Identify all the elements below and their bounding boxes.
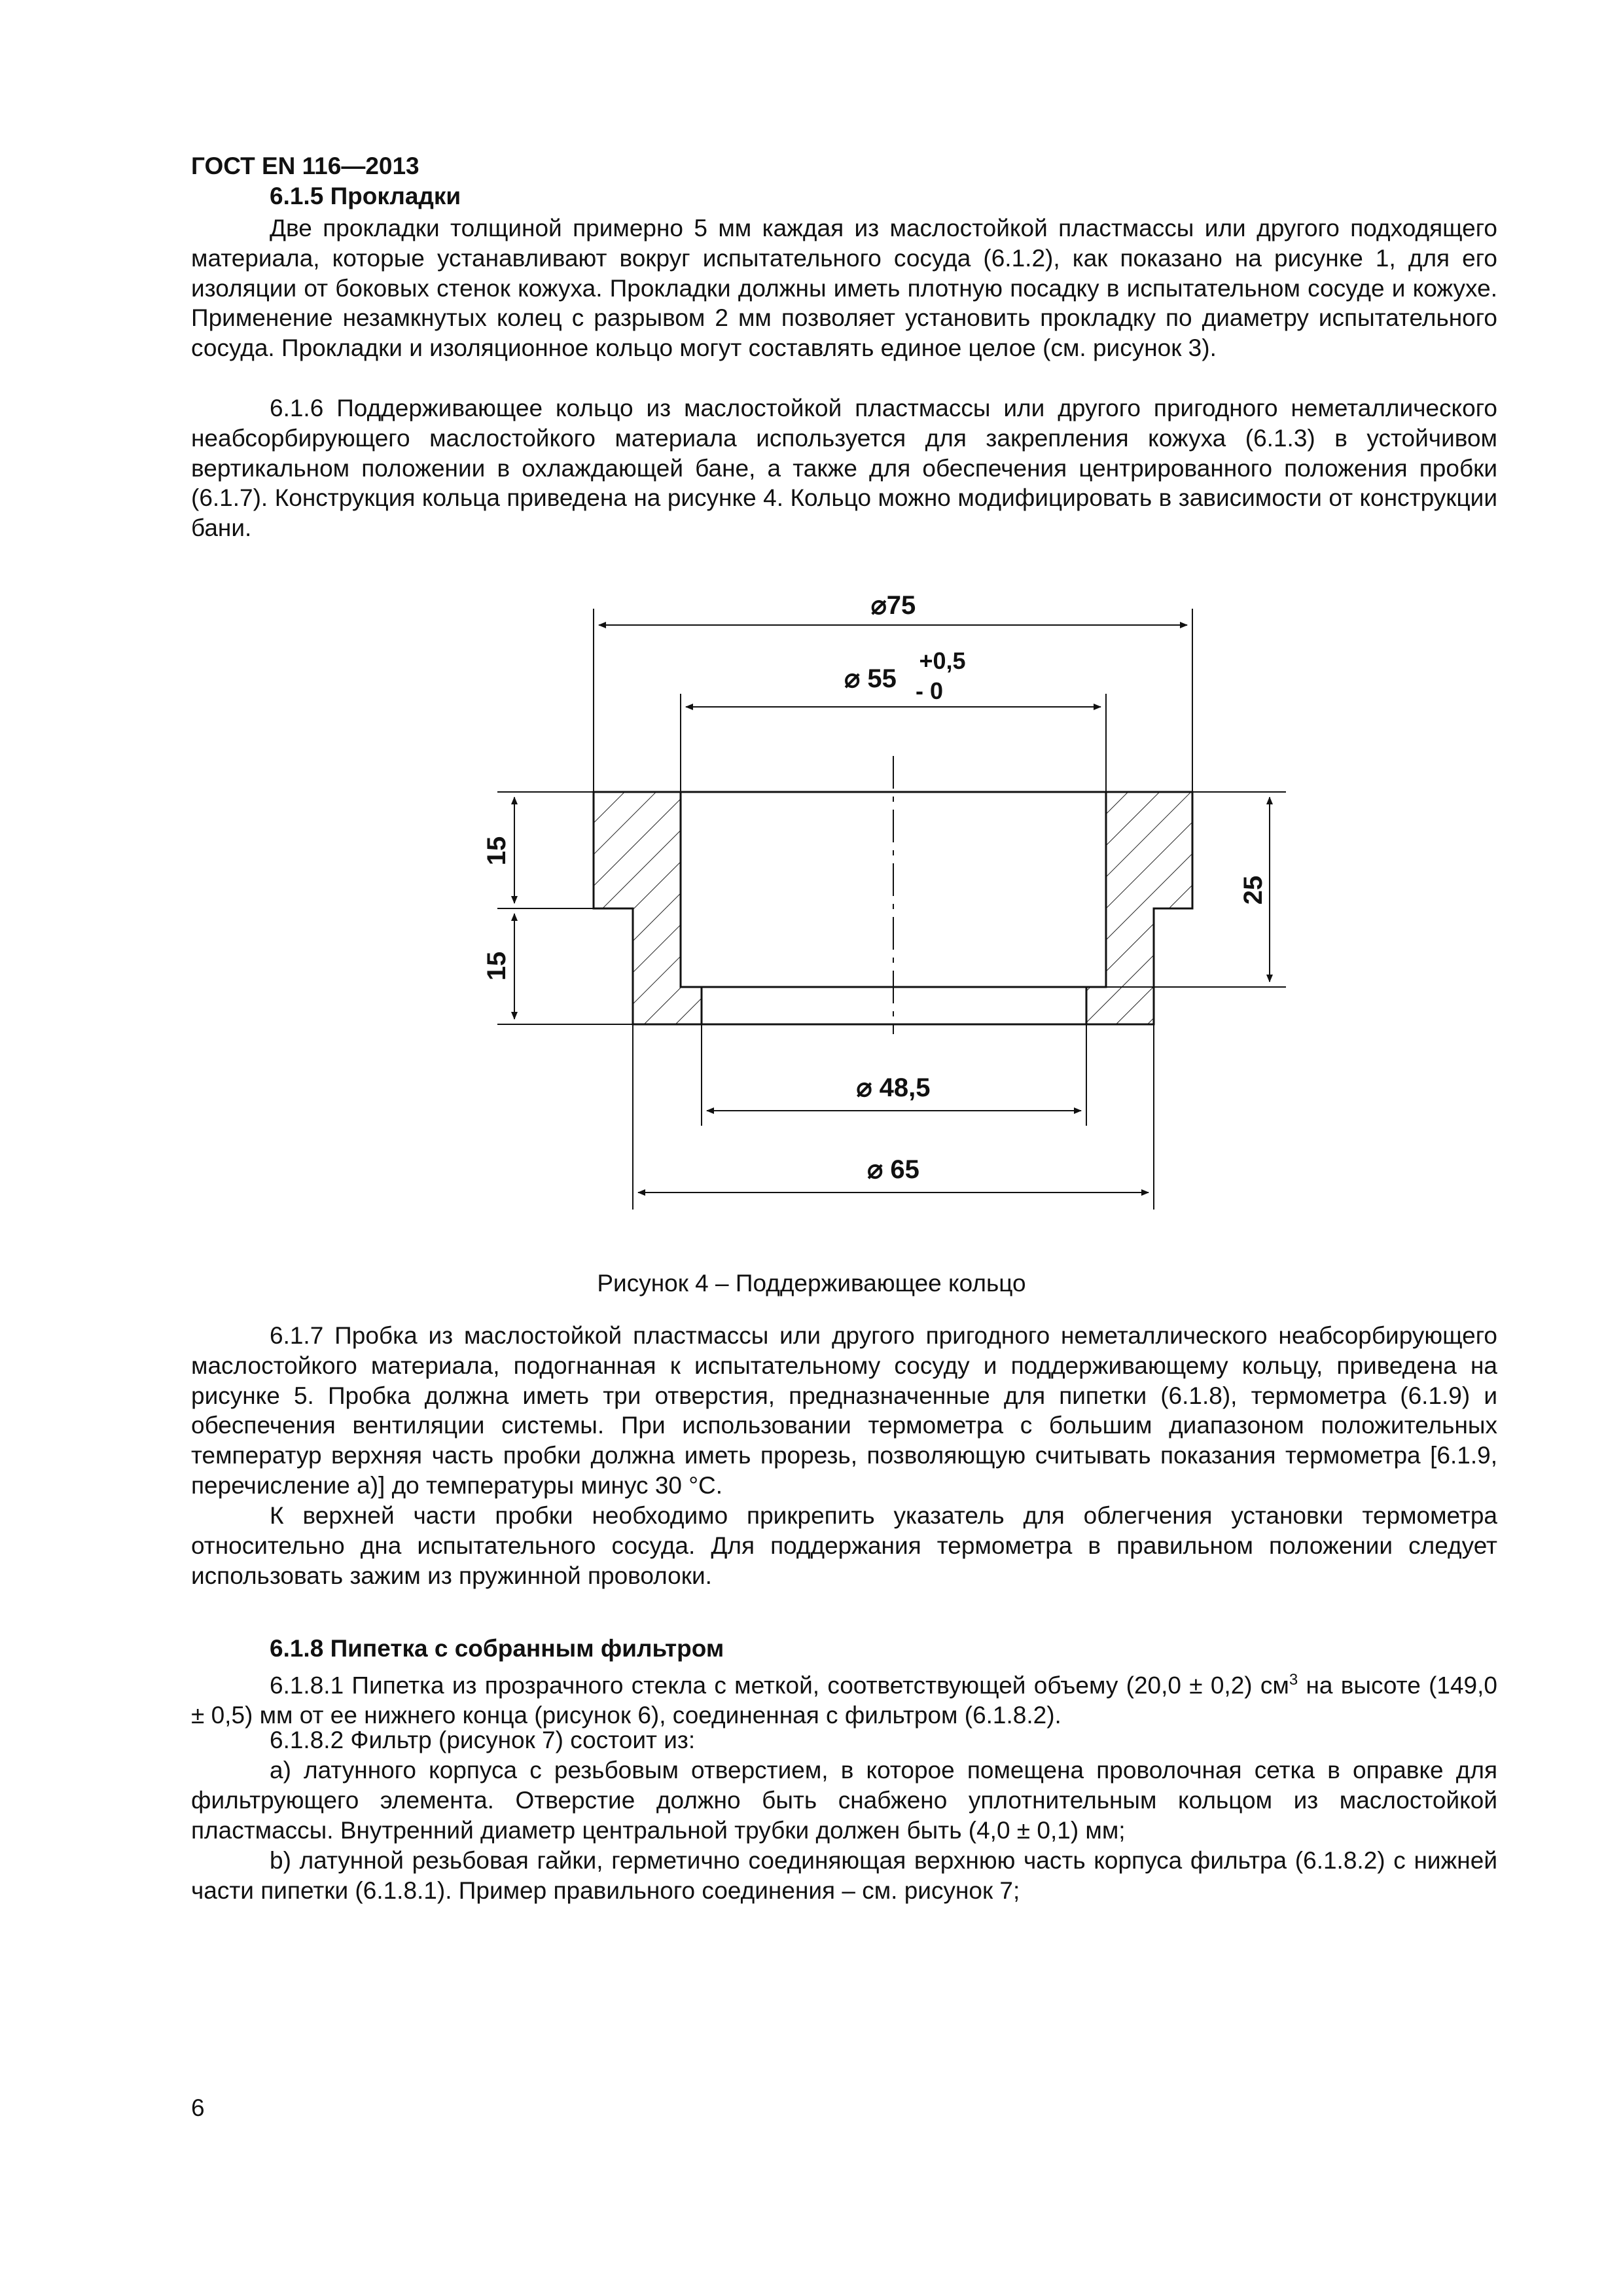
list-item-a: a) латунного корпуса с резьбовым отверстием, в которое помещена проволочная сетка в оправке для фильтрующего элемента. Отверстие должно быть снабжено уплотнительным кольцом из маслостойкой пластмассы. Внутренний диаметр центральной трубки должен быть (4,0 ± 0,1) мм; bbox=[191, 1757, 1497, 1844]
ring-section-right bbox=[1086, 792, 1192, 1024]
dim-tolerance-plus: +0,5 bbox=[919, 647, 966, 674]
paragraph-6-1-5: Две прокладки толщиной примерно 5 мм каждая из маслостойкой пластмассы или другого подходящего материала, которые устанавливают вокруг испытательного сосуда (6.1.2), как показано на рисунке 1, для его изоляции от боковых стенок кожуха. Прокладки должны иметь плотную посадку в испытательном сосуде и кожухе. Применение незамкнутых колец с разрывом 2 мм позволяет установить прокладку по диаметру испытательного сосуда. Прокладки и изоляционное кольцо могут составлять единое целое (см. рисунок 3). bbox=[191, 215, 1497, 362]
paragraph-6-1-8-1-part1: 6.1.8.1 Пипетка из прозрачного стекла с меткой, соответствующей объему (20,0 ± 0,2) см bbox=[270, 1672, 1289, 1699]
paragraph-6-1-7-continued: К верхней части пробки необходимо прикрепить указатель для облегчения установки термометра относительно дна испытательного сосуда. Для поддержания термометра в правильном положении следует использовать зажим из пружинной проволоки. bbox=[191, 1502, 1497, 1589]
paragraph-6-1-7: 6.1.7 Пробка из маслостойкой пластмассы или другого пригодного неметаллического неабсорбирующего маслостойкого материала, подогнанная к испытательному сосуду и поддерживающему кольцу, приведена на рисунке 5. Пробка должна иметь три отверстия, предназначенные для пипетки (6.1.8), термометра (6.1.9) и обеспечения вентиляции системы. При использовании термометра с большим диапазоном положительных температур верхняя часть пробки должна иметь прорезь, позволяющую считывать показания термометра [6.1.9, перечисление а)] до температуры минус 30 °С. bbox=[191, 1322, 1497, 1499]
page-number: 6 bbox=[191, 2094, 205, 2121]
dim-outer-top-diameter: ⌀75 bbox=[870, 591, 916, 620]
ring-section-left bbox=[594, 792, 702, 1024]
dim-bore-diameter: ⌀ 55 bbox=[844, 664, 897, 693]
dim-tolerance-minus: - 0 bbox=[915, 677, 944, 704]
dim-inner-bottom-diameter: ⌀ 48,5 bbox=[856, 1073, 931, 1102]
paragraph-6-1-6: 6.1.6 Поддерживающее кольцо из маслостойкой пластмассы или другого пригодного неметаллического неабсорбирующего маслостойкого материала используется для закрепления кожуха (6.1.3) в устойчивом вертикальном положении в охлаждающей бане, а также для обеспечения центрированного положения пробки (6.1.7). Конструкция кольца приведена на рисунке 4. Кольцо можно модифицировать в зависимости от конструкции бани. bbox=[191, 395, 1497, 542]
document-header: ГОСТ EN 116—2013 bbox=[191, 152, 419, 179]
paragraph-6-1-8-1 bbox=[191, 1665, 1497, 1731]
paragraph-6-1-8-1-part2: на высоте (149,0 ± 0,5) мм от ее нижнего конца (рисунок 6), соединенная с фильтром (6.1.8.2). bbox=[191, 1672, 1497, 1729]
figure-caption: Рисунок 4 – Поддерживающее кольцо bbox=[597, 1270, 1026, 1297]
cubic-superscript: 3 bbox=[1289, 1671, 1298, 1689]
dim-outer-bottom-diameter: ⌀ 65 bbox=[867, 1155, 919, 1184]
dim-bore-depth: 25 bbox=[1239, 875, 1268, 905]
section-heading-6-1-8: 6.1.8 Пипетка с собранным фильтром bbox=[270, 1635, 724, 1662]
dim-upper-height: 15 bbox=[482, 836, 511, 866]
section-heading-6-1-5: 6.1.5 Прокладки bbox=[270, 183, 461, 209]
paragraph-6-1-8-2: 6.1.8.2 Фильтр (рисунок 7) состоит из: bbox=[270, 1727, 696, 1753]
list-item-b: b) латунной резьбовая гайки, герметично соединяющая верхнюю часть корпуса фильтра (6.1.8.2) с нижней части пипетки (6.1.8.1). Пример правильного соединения – см. рисунок 7; bbox=[191, 1847, 1497, 1904]
dim-lower-height: 15 bbox=[482, 951, 511, 981]
